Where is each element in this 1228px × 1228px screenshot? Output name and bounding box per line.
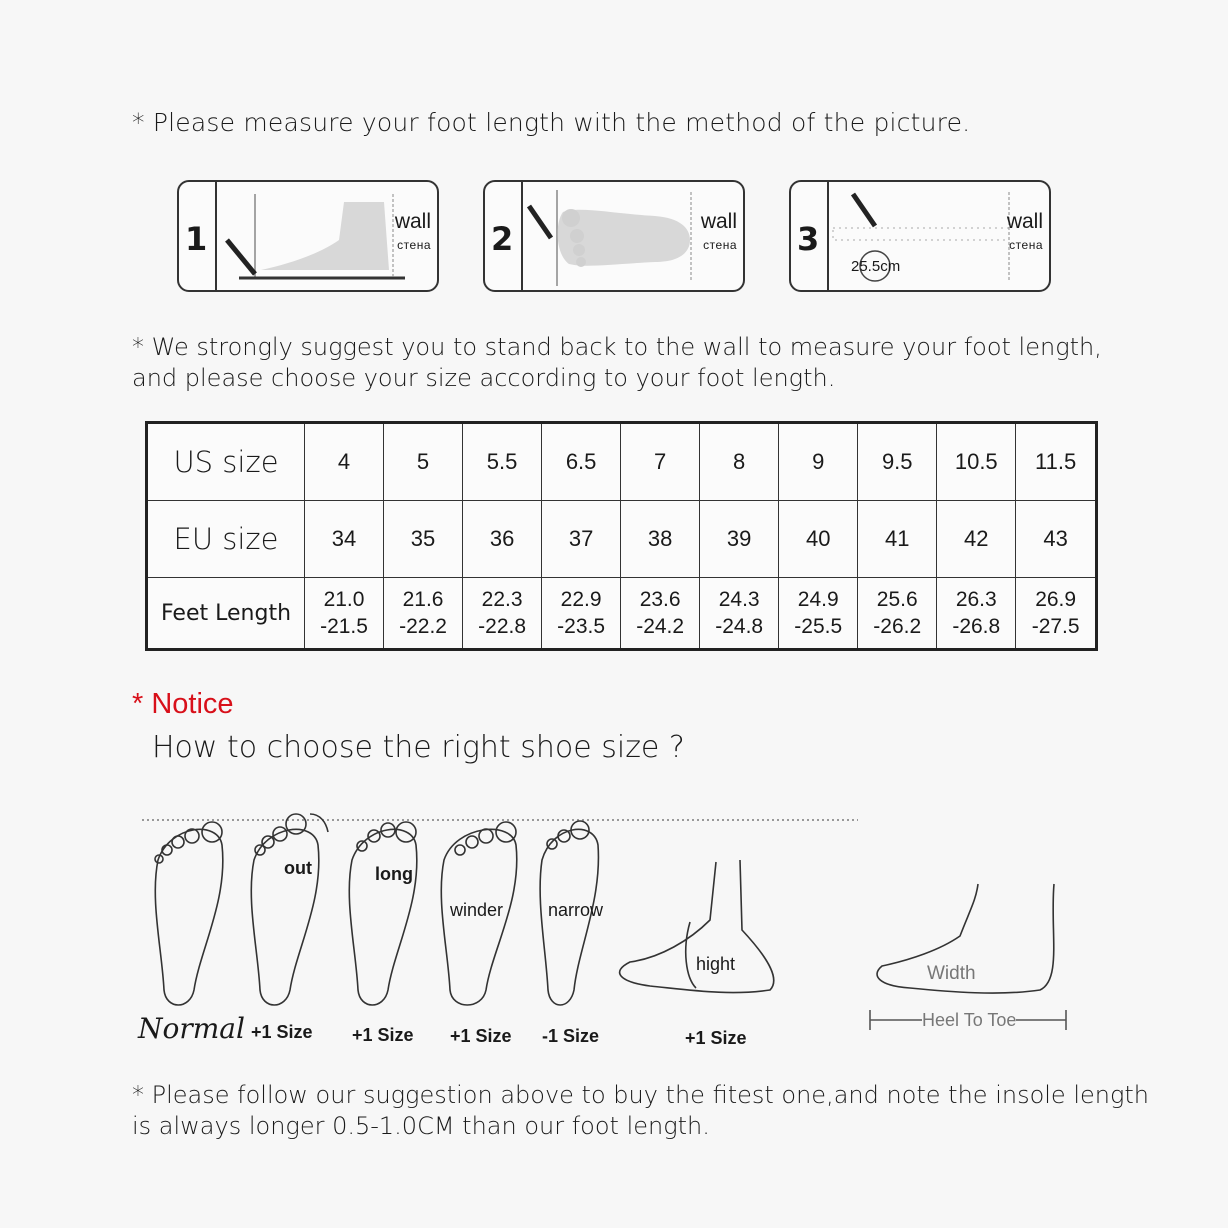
eu-size-cell: 37 <box>542 501 621 578</box>
eu-size-row <box>147 501 1097 578</box>
step-number: 1 <box>185 220 208 258</box>
winder-label: winder <box>450 900 504 920</box>
feet-length-row <box>147 578 1097 650</box>
us-size-cell: 6.5 <box>542 423 621 501</box>
step-3-panel <box>789 180 1051 292</box>
size-label: +1 Size <box>450 1026 512 1046</box>
feet-length-cell: 22.3 -22.8 <box>463 578 542 650</box>
wall-label: wall <box>700 210 737 233</box>
feet-length-cell: 26.9 -27.5 <box>1016 578 1097 650</box>
suggestion-text <box>132 332 1102 394</box>
eu-size-cell: 42 <box>937 501 1016 578</box>
long-label: long <box>375 864 413 884</box>
step-2-panel <box>483 180 745 292</box>
eu-size-cell: 36 <box>463 501 542 578</box>
feet-length-cell: 22.9 -23.5 <box>542 578 621 650</box>
eu-size-cell: 38 <box>621 501 700 578</box>
size-label: +1 Size <box>251 1022 313 1042</box>
size-label: +1 Size <box>352 1025 414 1045</box>
feet-length-cell: 21.6 -22.2 <box>384 578 463 650</box>
us-size-cell: 5 <box>384 423 463 501</box>
size-label: -1 Size <box>542 1026 600 1046</box>
measurement-value: 25.5cm <box>851 258 901 275</box>
us-size-cell: 4 <box>305 423 384 501</box>
footer-line-2: is always longer 0.5-1.0CM than our foot length. <box>132 1112 710 1140</box>
wall-label-ru: стена <box>1009 238 1043 252</box>
us-size-cell: 11.5 <box>1016 423 1097 501</box>
eu-size-cell: 41 <box>858 501 937 578</box>
feet-length-cell: 23.6 -24.2 <box>621 578 700 650</box>
wall-label-ru: стена <box>397 238 431 252</box>
feet-length-cell: 26.3 -26.8 <box>937 578 1016 650</box>
feet-length-cell: 24.3 -24.8 <box>700 578 779 650</box>
width-label: Width <box>927 963 976 984</box>
eu-size-cell: 43 <box>1016 501 1097 578</box>
hight-label: hight <box>696 954 736 974</box>
suggestion-line-1: * We strongly suggest you to stand back to the wall to measure your foot length, <box>132 333 1102 361</box>
size-label: +1 Size <box>685 1028 747 1048</box>
foot-side-illustration <box>179 182 439 292</box>
us-size-cell: 9.5 <box>858 423 937 501</box>
eu-size-cell: 39 <box>700 501 779 578</box>
heel-to-toe-label: Heel To Toe <box>922 1010 1017 1030</box>
step-1-panel <box>177 180 439 292</box>
wall-label: wall <box>1006 210 1043 233</box>
howto-title: How to choose the right shoe size ? <box>152 730 685 765</box>
us-size-cell: 7 <box>621 423 700 501</box>
us-size-cell: 10.5 <box>937 423 1016 501</box>
notice-title: * Notice <box>132 688 234 720</box>
eu-size-cell: 34 <box>305 501 384 578</box>
eu-size-cell: 40 <box>779 501 858 578</box>
feet-length-cell: 25.6 -26.2 <box>858 578 937 650</box>
eu-size-header: EU size <box>147 501 305 578</box>
wall-label: wall <box>394 210 431 233</box>
feet-length-header: Feet Length <box>147 578 305 650</box>
step-number: 3 <box>797 220 820 258</box>
us-size-cell: 5.5 <box>463 423 542 501</box>
wall-label-ru: стена <box>703 238 737 252</box>
footer-line-1: * Please follow our suggestion above to buy the fitest one,and note the insole length <box>132 1081 1149 1109</box>
eu-size-cell: 35 <box>384 501 463 578</box>
us-size-cell: 9 <box>779 423 858 501</box>
suggestion-line-2: and please choose your size according to your foot length. <box>132 364 836 392</box>
measure-illustration <box>791 182 1051 292</box>
step-number: 2 <box>491 220 514 258</box>
us-size-header: US size <box>147 423 305 501</box>
size-chart-table <box>145 421 1098 651</box>
us-size-row <box>147 423 1097 501</box>
foot-top-illustration <box>485 182 745 292</box>
footer-text <box>132 1080 1149 1142</box>
out-label: out <box>284 858 312 878</box>
feet-length-cell: 24.9 -25.5 <box>779 578 858 650</box>
narrow-label: narrow <box>548 900 604 920</box>
normal-label: Normal <box>138 1012 245 1045</box>
intro-text: * Please measure your foot length with the method of the picture. <box>132 108 971 137</box>
feet-length-cell: 21.0 -21.5 <box>305 578 384 650</box>
us-size-cell: 8 <box>700 423 779 501</box>
